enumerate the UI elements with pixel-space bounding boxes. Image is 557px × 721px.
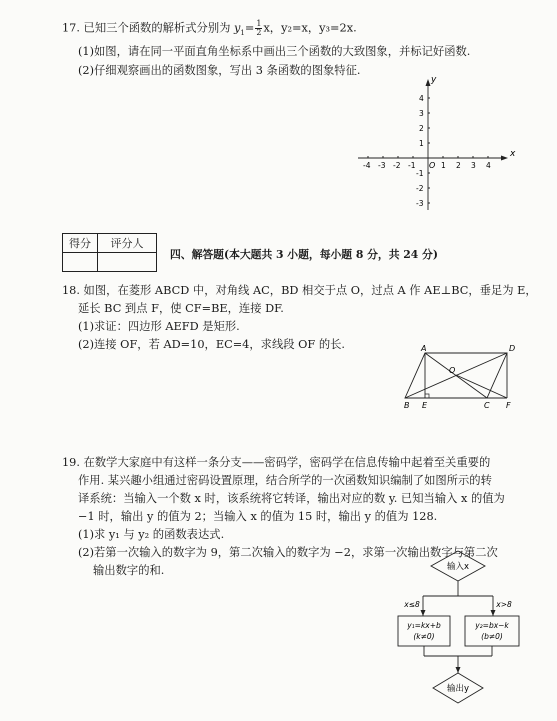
- flow-output: 输出y: [446, 684, 470, 694]
- flow-left-box-1: y₁=kx+b: [407, 621, 441, 630]
- q17-part2: (2)仔细观察画出的函数图象，写出 3 条函数的图象特征.: [78, 64, 361, 77]
- q17-frac-den: 2: [256, 28, 262, 37]
- label-o: O: [449, 366, 456, 375]
- flow-right-cond: x>8: [496, 600, 512, 609]
- q17-coordinate-plane: [355, 72, 520, 212]
- flow-left-box-2: (k≠0): [413, 632, 435, 641]
- q17-y1: y: [234, 21, 241, 35]
- q19-part2-a: (2)若第一次输入的数字为 9，第二次输入的数字为 −2，求第一次输出数字与第二次: [78, 546, 498, 559]
- q18-line2: 延长 BC 到点 F，使 CF=BE，连接 DF.: [78, 302, 284, 315]
- section-title: 四、解答题(本大题共 3 小题，每小题 8 分，共 24 分): [170, 248, 438, 261]
- y-tick-label: 3: [419, 109, 424, 118]
- x-axis-label: x: [510, 149, 516, 159]
- label-f: F: [506, 401, 511, 410]
- q19-part2-b: 输出数字的和.: [93, 564, 165, 577]
- x-axis-arrow: [501, 156, 508, 161]
- y-tick-label: 2: [419, 124, 424, 133]
- grader-header: 评分人: [98, 234, 157, 253]
- q18-part1: (1)求证：四边形 AEFD 是矩形.: [78, 320, 240, 333]
- q19-line3: 译系统：当输入一个数 x 时，该系统将它转译，输出对应的数 y. 已知当输入 x 的值为: [78, 492, 505, 505]
- q18-line1: 18. 如图，在菱形 ABCD 中，对角线 AC，BD 相交于点 O，过点 A 作 AE⊥BC，垂足为 E，: [62, 284, 537, 297]
- x-tick-label: -2: [393, 161, 401, 170]
- score-cell[interactable]: [63, 253, 98, 272]
- label-a: A: [421, 344, 427, 353]
- y-tick-label: 4: [419, 94, 424, 103]
- q19-line2: 作用. 某兴趣小组通过密码设置原理，结合所学的一次函数知识编制了如图所示的转: [78, 474, 492, 487]
- label-c: C: [484, 401, 490, 410]
- flow-left-cond: x≤8: [404, 600, 420, 609]
- flow-right-box-1: y₂=bx−k: [475, 621, 509, 630]
- q19-line1: 19. 在数学大家庭中有这样一条分支——密码学，密码学在信息传输中起着至关重要的: [62, 456, 491, 469]
- arrow-down: [456, 667, 461, 673]
- y-tick-label: -1: [416, 169, 424, 178]
- x-tick-label: 4: [486, 161, 491, 170]
- q17-frac-num: 1: [256, 19, 262, 28]
- right-angle-mark: [425, 394, 429, 398]
- x-tick-label: -4: [363, 161, 371, 170]
- q17-y1-sub: 1: [240, 28, 245, 37]
- y-tick-label: -3: [416, 199, 424, 208]
- y-tick-label: -2: [416, 184, 424, 193]
- x-tick-label: -1: [408, 161, 416, 170]
- q19-flowchart: [393, 548, 533, 718]
- q19-line4: −1 时，输出 y 的值为 2；当输入 x 的值为 15 时，输出 y 的值为 128.: [78, 510, 438, 523]
- q19-part1: (1)求 y₁ 与 y₂ 的函数表达式.: [78, 528, 225, 541]
- q17-fraction: [255, 20, 262, 37]
- score-table: [62, 233, 157, 272]
- q17-lead: 17. 已知三个函数的解析式分别为: [62, 21, 235, 35]
- score-header: 得分: [63, 234, 98, 253]
- q17-part1: (1)如图，请在同一平面直角坐标系中画出三个函数的大致图象，并标记好函数.: [78, 45, 471, 58]
- x-tick-label: -3: [378, 161, 386, 170]
- origin-label: O: [429, 161, 436, 170]
- x-tick-label: 2: [456, 161, 461, 170]
- label-b: B: [404, 401, 410, 410]
- label-d: D: [509, 344, 516, 353]
- x-tick-label: 3: [471, 161, 476, 170]
- y-tick-label: 1: [419, 139, 424, 148]
- q18-rhombus-figure: [405, 342, 525, 412]
- grader-cell[interactable]: [98, 253, 157, 272]
- y-axis-arrow: [426, 79, 431, 86]
- arrow-down: [421, 610, 426, 616]
- flow-input: 输入x: [446, 562, 470, 572]
- x-tick-label: 1: [441, 161, 446, 170]
- q17-stem: [62, 20, 357, 41]
- label-e: E: [422, 401, 428, 410]
- q17-rest: x，y₂=x，y₃=2x.: [263, 21, 357, 35]
- q18-part2: (2)连接 OF，若 AD=10，EC=4，求线段 OF 的长.: [78, 338, 346, 351]
- y-axis-label: y: [431, 75, 437, 85]
- q17-eq: =: [244, 21, 255, 35]
- arrow-down: [491, 610, 496, 616]
- flow-right-box-2: (b≠0): [481, 632, 503, 641]
